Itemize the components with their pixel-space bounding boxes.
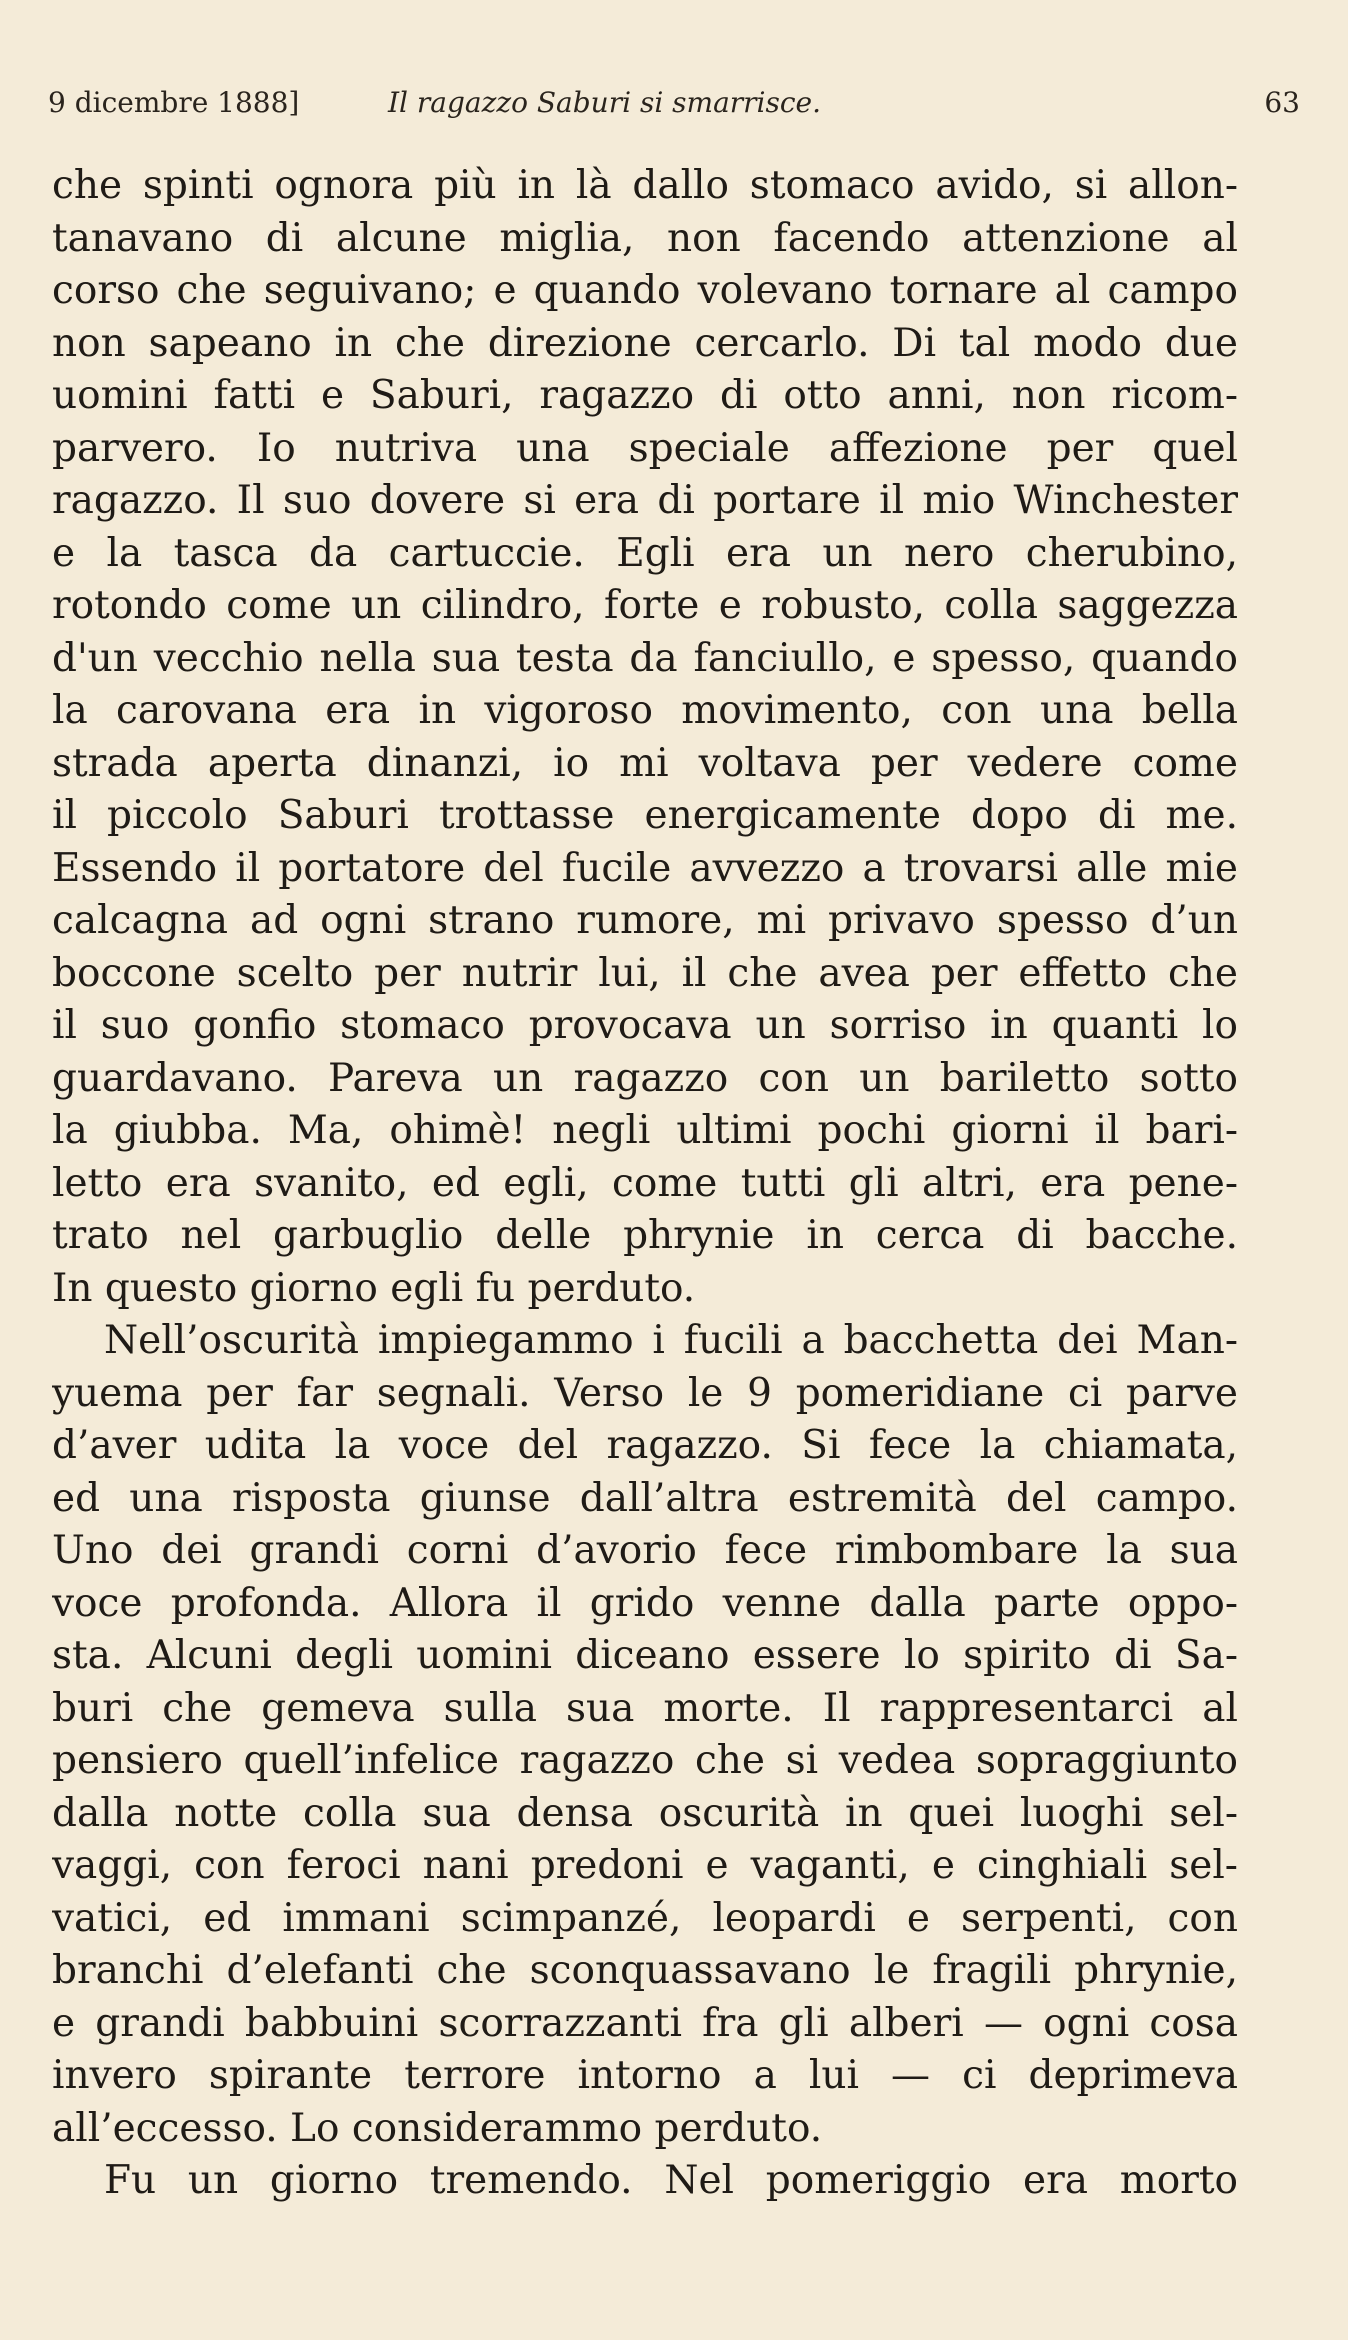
text-line: dalla notte colla sua densa oscurità in quei luoghi sel- bbox=[52, 1790, 1238, 1836]
header-date: 9 dicembre 1888] bbox=[48, 86, 300, 119]
text-line: e grandi babbuini scorrazzanti fra gli alberi — ogni cosa bbox=[52, 2000, 1238, 2046]
text-line: yuema per far segnali. Verso le 9 pomeridiane ci parve bbox=[52, 1370, 1238, 1416]
text-line: ragazzo. Il suo dovere si era di portare il mio Winchester bbox=[52, 478, 1238, 523]
text-line: Uno dei grandi corni d’avorio fece rimbombare la sua bbox=[52, 1528, 1238, 1573]
text-line: Fu un giorno tremendo. Nel pomeriggio era morto bbox=[104, 2158, 1238, 2203]
header-chapter-title: Il ragazzo Saburi si smarrisce. bbox=[388, 86, 822, 119]
text-line: che spinti ognora più in là dallo stomaco avido, si allon- bbox=[52, 163, 1238, 208]
text-line: non sapeano in che direzione cercarlo. Di tal modo due bbox=[52, 320, 1238, 366]
text-line: parvero. Io nutriva una speciale affezione per quel bbox=[52, 425, 1238, 471]
text-line: strada aperta dinanzi, io mi voltava per vedere come bbox=[52, 740, 1238, 786]
text-line: buri che gemeva sulla sua morte. Il rappresentarci al bbox=[52, 1685, 1238, 1731]
text-line: In questo giorno egli fu perduto. bbox=[52, 1265, 696, 1311]
page-number: 63 bbox=[1264, 86, 1300, 119]
running-header bbox=[48, 86, 1300, 130]
text-line: il piccolo Saburi trottasse energicamente dopo di me. bbox=[52, 793, 1238, 838]
text-line: voce profonda. Allora il grido venne dalla parte oppo- bbox=[52, 1580, 1238, 1626]
text-line: e la tasca da cartuccie. Egli era un nero cherubino, bbox=[52, 530, 1238, 576]
text-line: Nell’oscurità impiegammo i fucili a bacchetta dei Man- bbox=[104, 1318, 1238, 1363]
text-line: branchi d’elefanti che sconquassavano le fragili phrynie, bbox=[52, 1948, 1238, 1993]
text-line: uomini fatti e Saburi, ragazzo di otto anni, non ricom- bbox=[52, 373, 1238, 418]
text-line: guardavano. Pareva un ragazzo con un bariletto sotto bbox=[52, 1055, 1238, 1101]
text-line: letto era svanito, ed egli, come tutti gli altri, era pene- bbox=[52, 1160, 1238, 1206]
text-line: vatici, ed immani scimpanzé, leopardi e serpenti, con bbox=[52, 1895, 1238, 1941]
text-line: tanavano di alcune miglia, non facendo attenzione al bbox=[52, 215, 1238, 261]
text-line: d'un vecchio nella sua testa da fanciullo, e spesso, quando bbox=[52, 635, 1238, 681]
text-line: all’eccesso. Lo considerammo perduto. bbox=[52, 2105, 823, 2151]
text-line: sta. Alcuni degli uomini diceano essere lo spirito di Sa- bbox=[52, 1633, 1238, 1678]
text-line: il suo gonfio stomaco provocava un sorriso in quanti lo bbox=[52, 1003, 1238, 1048]
text-line: la carovana era in vigoroso movimento, con una bella bbox=[52, 688, 1238, 733]
text-line: Essendo il portatore del fucile avvezzo a trovarsi alle mie bbox=[52, 845, 1238, 891]
text-line: invero spirante terrore intorno a lui — ci deprimeva bbox=[52, 2053, 1238, 2098]
text-line: corso che seguivano; e quando volevano tornare al campo bbox=[52, 268, 1238, 313]
text-line: pensiero quell’infelice ragazzo che si vedea sopraggiunto bbox=[52, 1738, 1238, 1783]
text-line: vaggi, con feroci nani predoni e vaganti, e cinghiali sel- bbox=[52, 1843, 1238, 1888]
text-line: boccone scelto per nutrir lui, il che avea per effetto che bbox=[52, 950, 1238, 996]
text-line: calcagna ad ogni strano rumore, mi privavo spesso d’un bbox=[52, 898, 1238, 943]
text-line: trato nel garbuglio delle phrynie in cerca di bacche. bbox=[52, 1213, 1238, 1258]
text-line: la giubba. Ma, ohimè! negli ultimi pochi giorni il bari- bbox=[52, 1108, 1238, 1153]
text-line: ed una risposta giunse dall’altra estremità del campo. bbox=[52, 1475, 1238, 1521]
text-line: rotondo come un cilindro, forte e robusto, colla saggezza bbox=[52, 583, 1238, 628]
body-text bbox=[52, 160, 1238, 2208]
text-line: d’aver udita la voce del ragazzo. Si fece la chiamata, bbox=[52, 1423, 1238, 1468]
